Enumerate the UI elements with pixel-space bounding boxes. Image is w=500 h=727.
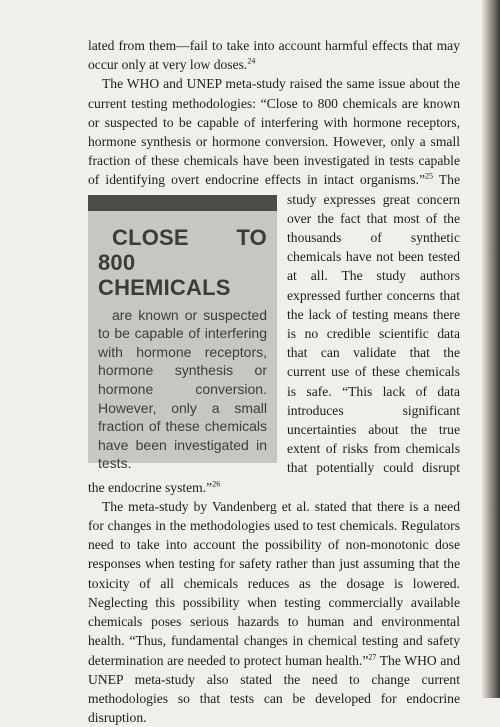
footnote-ref-25: 25 [425,171,433,181]
footnote-ref-24: 24 [247,56,256,66]
paragraph-4-end: The WHO and UNEP meta-study also stated the need to change current methodologies so that tests can be developed for endocrine disruption. [88,652,460,726]
paragraph-1 [88,36,460,74]
pull-quote-callout [88,195,277,472]
paragraph-3-text: The study expresses great concern over the fact that most of the thousands of synthetic chemicals have not been tested at all. The study authors expressed further concerns that the lack of testing means there is no credible scientific data that can validate that the current use of these chemicals is safe. “This lack of data introduces significant uncertainties about the true extent of risks from chemicals that potentially could disrupt the endocrine system.” [88,172,460,495]
footnote-ref-27: 27 [368,651,377,661]
paragraph-4-text: The meta-study by Vandenberg et al. stated that there is a need for changes in the methodologies used to test chemicals. Regulators need to take into account the possibility of non-monotonic dose responses when testing for safety rather than just assuming that the toxicity of all chemicals reduces as the dosage is lowered. Neglecting this possibility when testing commercially available chemicals poses serious hazards to human and environmental health. “Thus, fundamental changes in chemical testing and safety determination are needed to protect human health.” [88,498,460,668]
paragraph-4 [88,497,460,727]
callout-headline: CLOSE TO 800 CHEMICALS [98,224,267,300]
paragraph-2-text: The WHO and UNEP meta-study raised the same issue about the current testing methodologies: “Close to 800 chemicals are known or suspected to be capable of interfering with hormone receptors, hormone synthesis or hormone conversion. However, only a small fraction of these chemicals have been investigated in tests capable of identifying overt endocrine effects in intact organisms.” [88,76,460,188]
body-text [88,36,460,727]
footnote-ref-26: 26 [212,479,221,489]
book-spine-shadow [482,0,500,698]
paragraph-1-text: lated from them—fail to take into account harmful effects that may occur only at very low doses. [88,38,460,73]
callout-body: are known or suspected to be capable of interfering with hormone receptors, hormone synthesis or hormone conversion. However, only a small fraction of these chemicals have been investigated in tests. [98,306,267,472]
paragraph-2 [88,74,460,496]
